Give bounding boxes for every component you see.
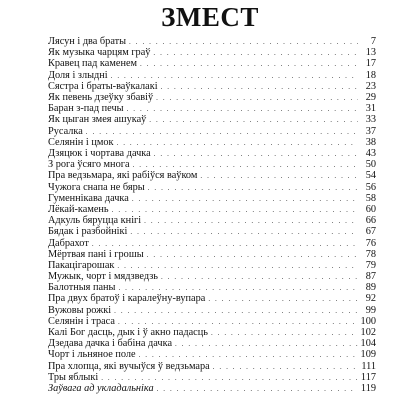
toc-entry-page-number: 60 bbox=[365, 203, 376, 215]
toc-entry bbox=[48, 305, 376, 316]
toc-entry-title: Заўвага ад укладальніка bbox=[48, 383, 154, 395]
toc-entry bbox=[48, 260, 376, 271]
toc-entry bbox=[48, 316, 376, 327]
toc-entry-title: Лёкай-камень bbox=[48, 203, 109, 215]
toc-dot-leader bbox=[144, 215, 358, 226]
toc-entry-page-number: 13 bbox=[365, 47, 376, 59]
toc-entry bbox=[48, 170, 376, 181]
toc-entry-page-number: 66 bbox=[365, 215, 376, 227]
toc-entry-title: Русалка bbox=[48, 125, 83, 137]
toc-entry-title: Бядак і разбойнікі bbox=[48, 226, 128, 238]
toc-entry-page-number: 18 bbox=[365, 69, 376, 81]
toc-entry bbox=[48, 215, 376, 226]
toc-entry-title: Адкуль бяруцца кнігі bbox=[48, 215, 142, 227]
toc-dot-leader bbox=[149, 114, 358, 125]
toc-entry-page-number: 50 bbox=[365, 159, 376, 171]
toc-entry-page-number: 17 bbox=[365, 58, 376, 70]
toc-dot-leader bbox=[175, 338, 358, 349]
toc-entry-page-number: 92 bbox=[365, 293, 376, 305]
toc-dot-leader bbox=[157, 383, 358, 394]
toc-entry-page-number: 38 bbox=[365, 136, 376, 148]
toc-dot-leader bbox=[139, 349, 358, 360]
toc-entry bbox=[48, 338, 376, 349]
toc-entry bbox=[48, 204, 376, 215]
toc-entry-title: Вужовы рожкі bbox=[48, 304, 112, 316]
toc-dot-leader bbox=[101, 372, 358, 383]
toc-entry bbox=[48, 58, 376, 69]
toc-entry bbox=[48, 36, 376, 47]
toc-entry-title: Мёртвая пані і грошы bbox=[48, 248, 144, 260]
toc-entry bbox=[48, 249, 376, 260]
toc-entry bbox=[48, 137, 376, 148]
toc-entry-page-number: 117 bbox=[360, 371, 376, 383]
toc-entry bbox=[48, 70, 376, 81]
toc-entry-page-number: 67 bbox=[365, 226, 376, 238]
toc-dot-leader bbox=[132, 193, 358, 204]
toc-entry bbox=[48, 349, 376, 360]
toc-entry-title: Чорт і льняное поле bbox=[48, 349, 136, 361]
toc-entry-page-number: 78 bbox=[365, 248, 376, 260]
toc-entry-title: З рога ўсяго многа bbox=[48, 159, 130, 171]
toc-entry-title: Баран з-пад печы bbox=[48, 103, 124, 115]
toc-entry bbox=[48, 383, 376, 394]
toc-entry bbox=[48, 327, 376, 338]
toc-entry-title: Кравец пад каменем bbox=[48, 58, 138, 70]
toc-entry-page-number: 76 bbox=[365, 237, 376, 249]
toc-entry-title: Мужык, чорт і мядзведзь bbox=[48, 271, 158, 283]
toc-entry-title: Дзедава дачка і бабіна дачка bbox=[48, 338, 173, 350]
toc-entry bbox=[48, 47, 376, 58]
toc-entry-title: Як певень дзеўку збавіў bbox=[48, 91, 154, 103]
toc-entry bbox=[48, 114, 376, 125]
toc-entry-page-number: 99 bbox=[365, 304, 376, 316]
toc-dot-leader bbox=[161, 271, 358, 282]
toc-entry-page-number: 7 bbox=[370, 36, 376, 47]
toc-dot-leader bbox=[129, 36, 358, 47]
toc-entry-title: Балотныя паны bbox=[48, 282, 116, 294]
toc-entry-title: Пакацігарошак bbox=[48, 259, 115, 271]
toc-entry bbox=[48, 193, 376, 204]
toc-entry-page-number: 102 bbox=[360, 327, 376, 339]
toc-entry bbox=[48, 226, 376, 237]
toc-entry-page-number: 87 bbox=[365, 271, 376, 283]
toc-dot-leader bbox=[127, 103, 358, 114]
toc-entry-title: Дзяцюк і чортава дачка bbox=[48, 147, 151, 159]
toc-entry bbox=[48, 271, 376, 282]
toc-entry-page-number: 29 bbox=[365, 91, 376, 103]
toc-entry-title: Тры яблыкі bbox=[48, 371, 99, 383]
toc-entry-title: Гуменнікава дачка bbox=[48, 192, 129, 204]
toc-entry bbox=[48, 293, 376, 304]
toc-entry-title: Чужога снапа не бяры bbox=[48, 181, 145, 193]
toc-entry-page-number: 56 bbox=[365, 181, 376, 193]
toc-entry-page-number: 58 bbox=[365, 192, 376, 204]
toc-entry-page-number: 104 bbox=[360, 338, 376, 350]
toc-entry-title: Сястра і браты-ваўкалакі bbox=[48, 80, 158, 92]
toc-entry-page-number: 79 bbox=[365, 259, 376, 271]
toc-dot-leader bbox=[208, 293, 358, 304]
toc-entry-page-number: 37 bbox=[365, 125, 376, 137]
toc-entry bbox=[48, 92, 376, 103]
toc-entry-title: Селянін і траса bbox=[48, 315, 115, 327]
toc-dot-leader bbox=[112, 204, 358, 215]
toc-entry bbox=[48, 238, 376, 249]
toc-list bbox=[48, 36, 376, 394]
toc-entry bbox=[48, 126, 376, 137]
toc-dot-leader bbox=[140, 58, 358, 69]
toc-entry-page-number: 89 bbox=[365, 282, 376, 294]
toc-entry-page-number: 54 bbox=[365, 170, 376, 182]
toc-entry-page-number: 31 bbox=[365, 103, 376, 115]
toc-dot-leader bbox=[153, 47, 358, 58]
toc-dot-leader bbox=[148, 182, 358, 193]
toc-dot-leader bbox=[117, 137, 358, 148]
toc-entry-title: Пра ведзьмара, які рабіўся ваўком bbox=[48, 170, 198, 182]
toc-entry bbox=[48, 103, 376, 114]
toc-entry-page-number: 111 bbox=[361, 360, 376, 372]
toc-entry-page-number: 23 bbox=[365, 80, 376, 92]
toc-entry-title: Як музыка чарцям граў bbox=[48, 47, 151, 59]
toc-dot-leader bbox=[154, 148, 358, 159]
toc-dot-leader bbox=[200, 170, 358, 181]
toc-dot-leader bbox=[86, 126, 358, 137]
toc-entry bbox=[48, 148, 376, 159]
toc-dot-leader bbox=[117, 260, 358, 271]
toc-dot-leader bbox=[130, 226, 358, 237]
toc-entry-title: Як цыган змея ашукаў bbox=[48, 114, 147, 126]
toc-entry-page-number: 33 bbox=[365, 114, 376, 126]
toc-entry-page-number: 100 bbox=[360, 315, 376, 327]
toc-entry bbox=[48, 182, 376, 193]
toc-dot-leader bbox=[133, 159, 358, 170]
toc-entry-title: Дабрахот bbox=[48, 237, 89, 249]
toc-dot-leader bbox=[118, 316, 358, 327]
toc-entry-title: Селянін і цмок bbox=[48, 136, 114, 148]
toc-entry-title: Пра хлопца, які вучыўся ў ведзьмара bbox=[48, 360, 210, 372]
toc-heading: ЗМЕСТ bbox=[161, 2, 259, 32]
toc-dot-leader bbox=[213, 361, 358, 372]
toc-entry bbox=[48, 361, 376, 372]
toc-entry bbox=[48, 81, 376, 92]
toc-entry-title: Калі Бог дасць, дык і ў акно падасць bbox=[48, 327, 208, 339]
toc-entry-title: Лясун і два браты bbox=[48, 36, 127, 47]
toc-dot-leader bbox=[114, 305, 358, 316]
toc-entry-page-number: 109 bbox=[360, 349, 376, 361]
toc-dot-leader bbox=[92, 238, 358, 249]
toc-dot-leader bbox=[147, 249, 358, 260]
toc-entry bbox=[48, 282, 376, 293]
toc-entry-page-number: 119 bbox=[360, 383, 376, 395]
toc-dot-leader bbox=[111, 70, 358, 81]
toc-entry bbox=[48, 372, 376, 383]
toc-entry-page-number: 43 bbox=[365, 147, 376, 159]
toc-dot-leader bbox=[161, 81, 358, 92]
toc-entry-title: Пра двух братоў і каралеўну-вупара bbox=[48, 293, 206, 305]
toc-entry bbox=[48, 159, 376, 170]
toc-dot-leader bbox=[156, 92, 358, 103]
toc-entry-title: Доля і злыдні bbox=[48, 69, 108, 81]
toc-dot-leader bbox=[211, 327, 358, 338]
toc-dot-leader bbox=[118, 282, 358, 293]
